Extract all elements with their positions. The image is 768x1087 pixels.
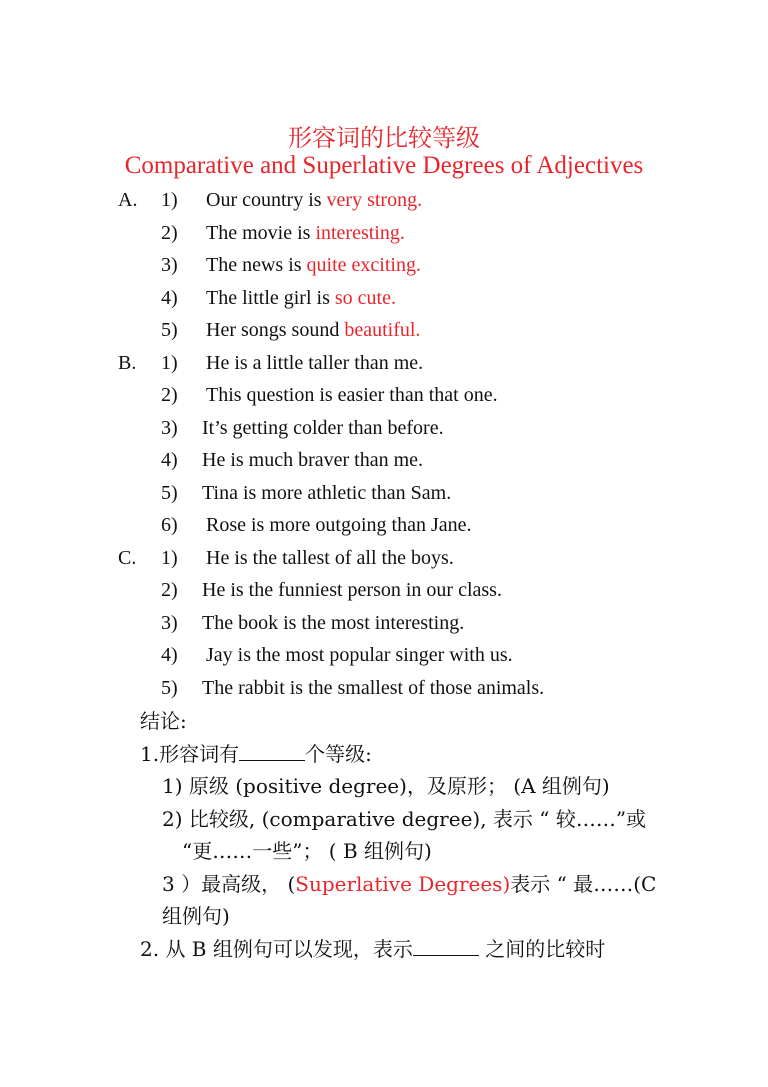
item-number: 1) bbox=[161, 352, 178, 374]
conclusion-1-1: 1) 原级 (positive degree)，及原形； (A 组例句) bbox=[162, 774, 610, 798]
item-number: 5) bbox=[161, 319, 178, 341]
list-item: The rabbit is the smallest of those animals. bbox=[202, 677, 545, 699]
conclusion-heading: 结论: bbox=[140, 709, 187, 733]
answer-blank[interactable] bbox=[239, 742, 305, 761]
list-item: The news is quite exciting. bbox=[206, 254, 421, 276]
item-number: 1) bbox=[161, 189, 178, 211]
list-item: It’s getting colder than before. bbox=[202, 417, 444, 439]
item-number: 1) bbox=[161, 547, 178, 569]
conclusion-point-2: 2. 从 B 组例句可以发现，表示 之间的比较时 bbox=[140, 937, 606, 961]
list-item: He is the tallest of all the boys. bbox=[206, 547, 454, 569]
conclusion-1-3: 3 ）最高级， (Superlative Degrees)表示 “ 最……(C bbox=[162, 872, 657, 896]
item-number: 5) bbox=[161, 482, 178, 504]
item-number: 2) bbox=[161, 222, 178, 244]
conclusion-1-2: 2) 比较级, (comparative degree), 表示 “ 较……”或 bbox=[162, 807, 647, 831]
list-item: He is the funniest person in our class. bbox=[202, 579, 502, 601]
item-number: 5) bbox=[161, 677, 178, 699]
section-a-label: A. bbox=[118, 189, 138, 211]
title-chinese: 形容词的比较等级 bbox=[288, 124, 480, 152]
list-item: Her songs sound beautiful. bbox=[206, 319, 421, 341]
answer-blank[interactable] bbox=[413, 937, 479, 956]
item-number: 3) bbox=[161, 417, 178, 439]
section-c-label: C. bbox=[118, 547, 137, 569]
item-number: 3) bbox=[161, 254, 178, 276]
item-number: 3) bbox=[161, 612, 178, 634]
item-number: 2) bbox=[161, 579, 178, 601]
title-english: Comparative and Superlative Degrees of Adjectives bbox=[124, 152, 644, 179]
item-number: 6) bbox=[161, 514, 178, 536]
item-number: 4) bbox=[161, 287, 178, 309]
item-number: 4) bbox=[161, 644, 178, 666]
list-item: Jay is the most popular singer with us. bbox=[206, 644, 513, 666]
list-item: The little girl is so cute. bbox=[206, 287, 396, 309]
conclusion-point-1: 1.形容词有 个等级: bbox=[140, 742, 372, 766]
list-item: The movie is interesting. bbox=[206, 222, 405, 244]
list-item: The book is the most interesting. bbox=[202, 612, 465, 634]
item-number: 2) bbox=[161, 384, 178, 406]
list-item: He is a little taller than me. bbox=[206, 352, 424, 374]
item-number: 4) bbox=[161, 449, 178, 471]
list-item: Our country is very strong. bbox=[206, 189, 423, 211]
conclusion-1-2-cont: “更……一些”； ( B 组例句) bbox=[182, 839, 432, 863]
list-item: This question is easier than that one. bbox=[206, 384, 498, 406]
conclusion-1-3-cont: 组例句) bbox=[162, 904, 230, 928]
list-item: He is much braver than me. bbox=[202, 449, 424, 471]
list-item: Rose is more outgoing than Jane. bbox=[206, 514, 472, 536]
list-item: Tina is more athletic than Sam. bbox=[202, 482, 452, 504]
section-b-label: B. bbox=[118, 352, 137, 374]
